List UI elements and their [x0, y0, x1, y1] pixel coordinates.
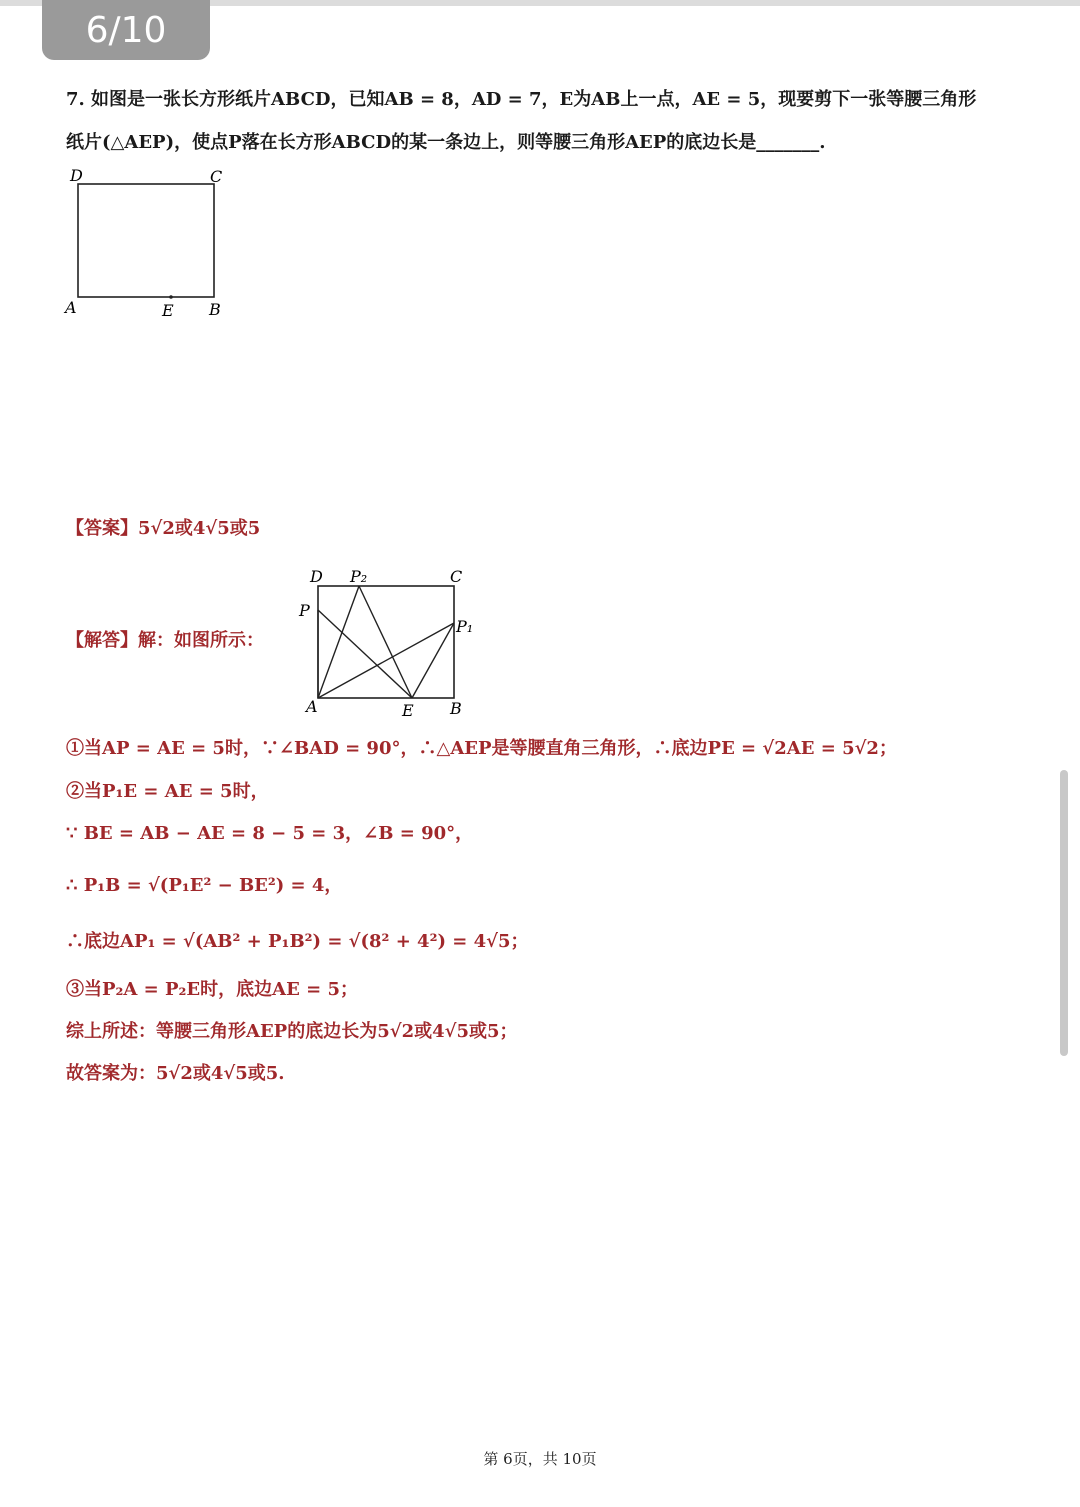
label-a-2: A [306, 697, 318, 716]
question-text [66, 78, 1026, 164]
solution-line-8: 故答案为：5√2或4√5或5. [66, 1063, 285, 1084]
page-footer: 第 6页，共 10页 [483, 1450, 597, 1468]
rectangle-abcd [78, 184, 214, 297]
label-e: E [162, 301, 174, 320]
solution-line-6: ③当P₂A = P₂E时，底边AE = 5； [66, 979, 358, 1000]
label-b: B [209, 300, 221, 319]
solution-line-1: ①当AP = AE = 5时，∵∠BAD = 90°，∴△AEP是等腰直角三角形，∴底边PE = √2AE = 5√2； [66, 738, 897, 759]
label-d: D [70, 166, 83, 185]
scrollbar-thumb[interactable] [1060, 770, 1068, 1056]
point-e [169, 295, 173, 299]
solution-line-2: ②当P₁E = AE = 5时， [66, 781, 269, 802]
solution-line-4: ∴ P₁B = √(P₁E² − BE²) = 4， [66, 875, 343, 896]
solution-heading: 【解答】解：如图所示： [66, 630, 264, 651]
label-c: C [210, 167, 223, 186]
label-p1: P₁ [456, 617, 474, 636]
segment-p2-e [359, 586, 412, 698]
rectangle-figure [60, 165, 240, 325]
answer-line: 【答案】5√2或4√5或5 [66, 518, 261, 539]
label-c-2: C [450, 567, 463, 586]
label-p: P [299, 601, 310, 620]
label-p2: P₂ [350, 567, 368, 586]
question-line-1: 7. 如图是一张长方形纸片ABCD，已知AB = 8，AD = 7，E为AB上一点，AE = 5，现要剪下一张等腰三角形 [66, 89, 977, 110]
solution-figure [290, 560, 490, 725]
label-d-2: D [310, 567, 323, 586]
page-counter-badge: 6/10 [42, 0, 210, 60]
solution-line-7: 综上所述：等腰三角形AEP的底边长为5√2或4√5或5； [66, 1021, 518, 1042]
label-b-2: B [450, 699, 462, 718]
question-line-2: 纸片(△AEP)，使点P落在长方形ABCD的某一条边上，则等腰三角形AEP的底边长是_______. [66, 132, 826, 153]
label-e-2: E [402, 701, 414, 720]
solution-line-5: ∴底边AP₁ = √(AB² + P₁B²) = √(8² + 4²) = 4√5； [66, 931, 529, 952]
label-a: A [65, 298, 77, 317]
solution-line-3: ∵ BE = AB − AE = 8 − 5 = 3，∠B = 90°， [66, 823, 474, 844]
